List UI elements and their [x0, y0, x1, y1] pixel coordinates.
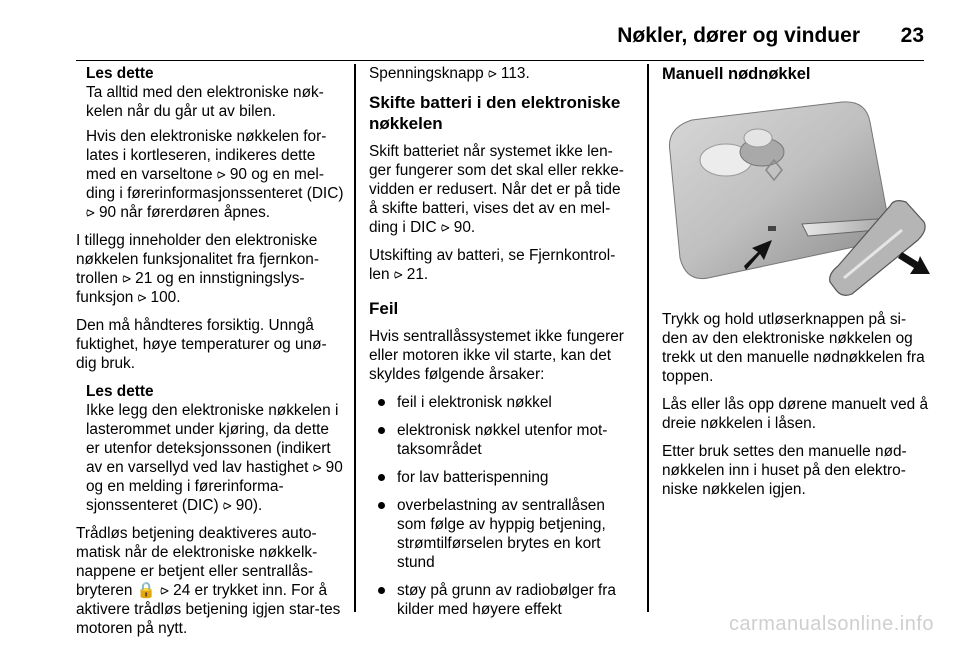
section-heading-battery: Skifte batteri i den elektroniske nøkkelen [369, 93, 621, 133]
body-paragraph: Spenningsknapp ⪧ 113. [369, 65, 530, 82]
body-paragraph: I tillegg inneholder den elektroniske nøkkelen funksjonalitet fra fjernkon-trollen ⪧ 21 og en innstigningslys-funksjon ⪧ 100. [76, 232, 319, 306]
list-item: overbelastning av sentrallåsen som følge av hyppig betjening, strømtilførselen brytes en kort stund [369, 496, 633, 572]
body-paragraph: Den må håndteres forsiktig. Unngå fuktighet, høye temperaturer og unø-dig bruk. [76, 317, 327, 372]
column-divider-1 [354, 64, 356, 612]
body-paragraph: Lås eller lås opp dørene manuelt ved å dreie nøkkelen i låsen. [662, 396, 929, 432]
list-item: feil i elektronisk nøkkel [369, 393, 633, 412]
page-header [76, 20, 924, 61]
fault-list [369, 393, 633, 619]
note-title: Les dette [86, 383, 154, 400]
body-paragraph: Hvis sentrallåssystemet ikke fungerer eller motoren ikke vil starte, kan det skyldes følgende årsaker: [369, 328, 624, 383]
note-paragraph: Ta alltid med den elektroniske nøk-kelen når du går ut av bilen. [86, 84, 324, 120]
note-title: Les dette [86, 65, 154, 82]
pull-arrow-icon [898, 252, 930, 274]
column-3 [662, 64, 930, 508]
note-paragraph: Ikke legg den elektroniske nøkkelen i lasterommet under kjøring, da dette er utenfor deteksjonssonen (indikert av en varsellyd ved lav hastighet ⪧ 90 og en melding i førerinforma-sjonssenteret (DIC) ⪧ 90). [86, 402, 343, 514]
header-title: Nøkler, dører og vinduer [617, 24, 860, 47]
page-number: 23 [900, 24, 924, 47]
bullet-icon [378, 474, 385, 481]
note-paragraph: Hvis den elektroniske nøkkelen for-lates i kortleseren, indikeres dette med en varseltone ⪧ 90 og en mel-ding i førerinformasjonssenteret (DIC) ⪧ 90 når førerdøren åpnes. [86, 128, 344, 221]
body-paragraph: Trykk og hold utløserknappen på si-den av den elektroniske nøkkelen og trekk ut den manuelle nødnøkkelen fra toppen. [662, 311, 925, 385]
bullet-icon [378, 587, 385, 594]
bullet-icon [378, 427, 385, 434]
body-paragraph: Skift batteriet når systemet ikke len-ger fungerer som det skal eller rekke-vidden er redusert. Når det er på tide å skifte batteri, vises det av en mel-ding i DIC ⪧ 90. [369, 143, 624, 236]
body-paragraph: Trådløs betjening deaktiveres auto-matisk når de elektroniske nøkkelk-nappene er betjent eller sentrallås-bryteren 🔒 ⪧ 24 er trykket inn. For å aktivere trådløs betjening igjen star-tes motoren på nytt. [76, 525, 341, 637]
column-divider-2 [647, 64, 649, 612]
watermark: carmanualsonline.info [728, 613, 934, 635]
section-heading-fault: Feil [369, 299, 399, 318]
list-item: for lav batterispenning [369, 468, 633, 487]
electronic-key-illustration [662, 98, 930, 298]
body-paragraph: Etter bruk settes den manuelle nød-nøkkelen inn i huset på den elektro-niske nøkkelen igjen. [662, 443, 907, 498]
bullet-icon [378, 399, 385, 406]
note-box-2 [76, 382, 344, 515]
section-heading-manual-key: Manuell nødnøkkel [662, 65, 811, 83]
body-paragraph: Utskifting av batteri, se Fjernkontrol-len ⪧ 21. [369, 247, 616, 283]
release-button [768, 226, 776, 231]
column-1 [76, 64, 344, 647]
column-2 [369, 64, 633, 628]
list-item: støy på grunn av radiobølger fra kilder med høyere effekt [369, 581, 633, 619]
key-button [744, 129, 772, 147]
list-item: elektronisk nøkkel utenfor mot-taksområdet [369, 421, 633, 459]
note-box-1 [76, 64, 344, 222]
bullet-icon [378, 502, 385, 509]
